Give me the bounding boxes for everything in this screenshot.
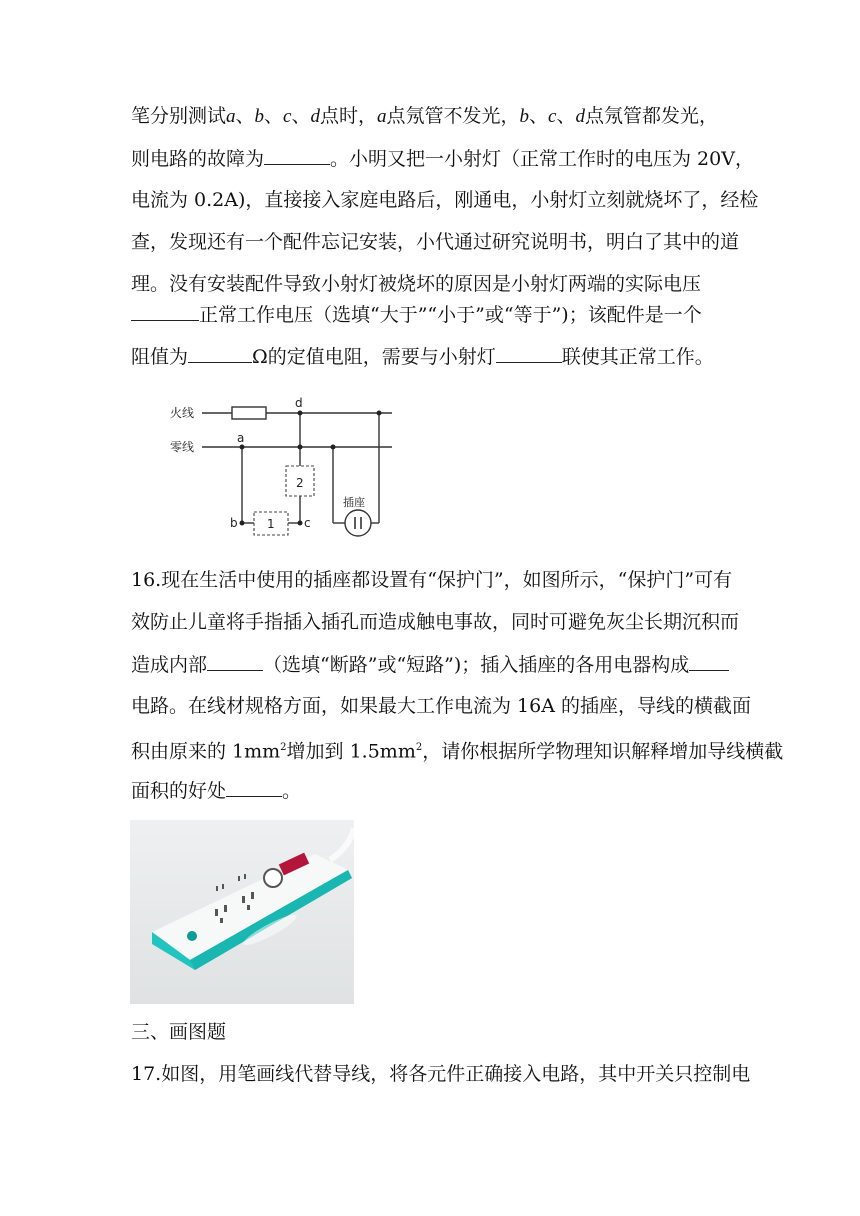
fuse (232, 407, 266, 419)
text-line: 阻值为 Ω的定值电阻，需要与小射灯 联使其正常工作。 (131, 346, 714, 368)
label-live: 火线 (170, 406, 195, 420)
label-a: a (237, 431, 245, 445)
text-line: 17.如图，用笔画线代替导线，将各元件正确接入电路，其中开关只控制电 (131, 1063, 751, 1085)
text-line: 16.现在生活中使用的插座都设置有“保护门”，如图所示，“保护门”可有 (131, 569, 733, 591)
label-box-1: 1 (267, 517, 275, 531)
text-line: 查，发现还有一个配件忘记安装，小代通过研究说明书，明白了其中的道 (131, 231, 740, 253)
label-box-2: 2 (296, 476, 304, 490)
text-line: 笔分别测试a、b、c、d点时，a点氖管不发光，b、c、d点氖管都发光， (131, 105, 719, 127)
text-line: 面积的好处 。 (131, 780, 302, 802)
text-line: 理。没有安装配件导致小射灯被烧坏的原因是小射灯两端的实际电压 (131, 273, 702, 295)
answer-blank (689, 653, 729, 671)
label-neutral: 零线 (170, 440, 195, 454)
text-line: 电路。在线材规格方面，如果最大工作电流为 16A 的插座，导线的横截面 (131, 695, 751, 717)
label-b: b (230, 516, 238, 530)
power-strip-photo (130, 820, 354, 1004)
label-socket: 插座 (343, 496, 365, 509)
section-heading: 三、画图题 (131, 1021, 227, 1043)
text-line: 电流为 0.2A)，直接接入家庭电路后，刚通电，小射灯立刻就烧坏了，经检 (131, 189, 759, 211)
answer-blank (131, 303, 199, 321)
label-d: d (295, 396, 303, 410)
text-line: 积由原来的 $1mm^2$增加到 $1.5mm^2$，请你根据所学物理知识解释增加导线横截 (131, 740, 784, 763)
text-line: 则电路的故障为 。小明又把一小射灯（正常工作时的电压为 20V， (131, 148, 754, 170)
circuit-diagram (170, 392, 400, 547)
text-line: 正常工作电压（选填“大于”“小于”或“等于”)；该配件是一个 (131, 303, 702, 326)
answer-blank (264, 147, 330, 165)
socket-icon (345, 510, 371, 536)
answer-blank (188, 345, 252, 363)
label-c: c (304, 516, 311, 530)
answer-blank (496, 345, 562, 363)
answer-blank (226, 779, 282, 797)
text-line: 造成内部 （选填“断路”或“短路”)；插入插座的各用电器构成 (131, 653, 729, 676)
answer-blank (207, 653, 263, 671)
text-line: 效防止儿童将手指插入插孔而造成触电事故，同时可避免灰尘长期沉积而 (131, 611, 740, 633)
